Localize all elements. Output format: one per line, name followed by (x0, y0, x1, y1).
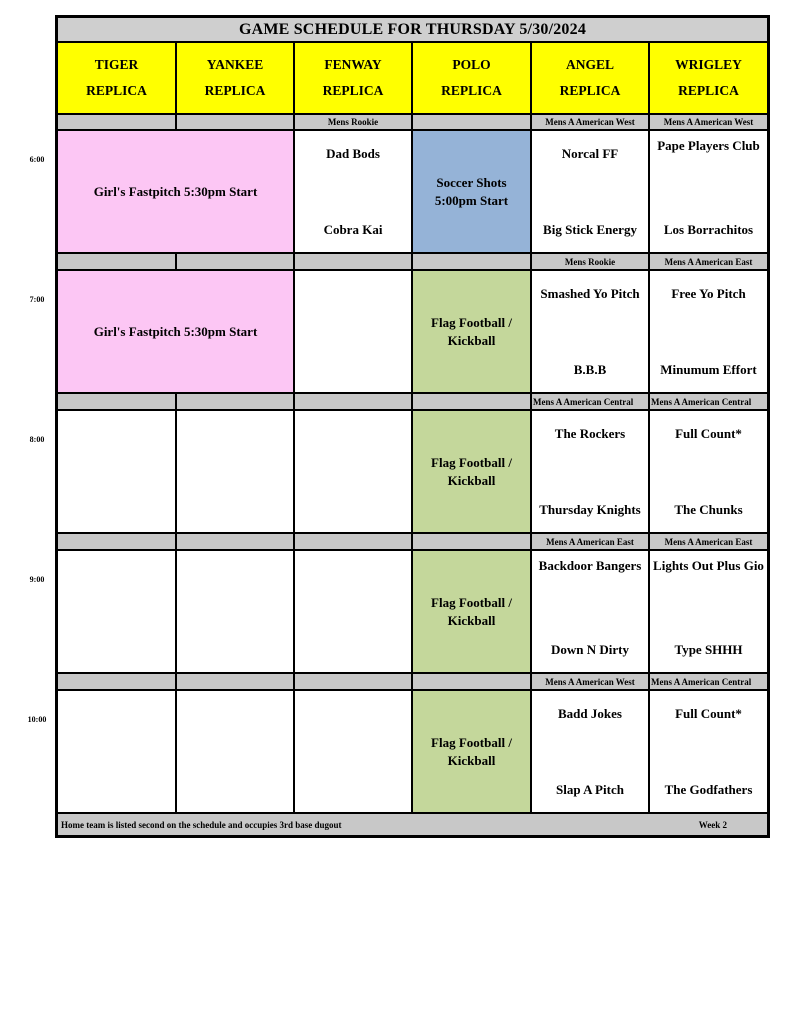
division-label: Mens A American Central (649, 393, 768, 410)
game-slot (531, 410, 649, 533)
game-slot (531, 550, 649, 673)
event-line: 5:00pm Start (434, 192, 509, 208)
field-header-wrigley (649, 42, 768, 114)
event-line: Flag Football / (431, 734, 512, 750)
event-line: Kickball (447, 752, 496, 768)
event-line: Kickball (447, 472, 496, 488)
event-line: Kickball (447, 612, 496, 628)
time-label: 7:00 (29, 295, 45, 304)
away-team: Dad Bods (326, 146, 380, 161)
away-team: Backdoor Bangers (538, 558, 642, 573)
event-soccer-shots (412, 130, 531, 253)
event-line: Flag Football / (431, 314, 512, 330)
empty-slot (294, 410, 412, 533)
empty-slot (57, 410, 176, 533)
away-team: Badd Jokes (558, 706, 622, 721)
event-line: Soccer Shots (436, 174, 507, 190)
field-name: WRIGLEY (675, 57, 742, 72)
footer-week: Week 2 (698, 819, 727, 830)
field-sub: REPLICA (559, 83, 621, 98)
event-fastpitch: Girl's Fastpitch 5:30pm Start (57, 130, 294, 253)
event-flag-football (412, 270, 531, 393)
home-team: Cobra Kai (323, 222, 383, 237)
division-bar (176, 533, 294, 550)
empty-slot (176, 550, 294, 673)
division-label: Mens Rookie (294, 114, 412, 130)
game-slot (531, 270, 649, 393)
division-bar (57, 253, 176, 270)
division-bar (176, 253, 294, 270)
away-team: Lights Out Plus Gio (653, 558, 764, 573)
event-line: Flag Football / (431, 454, 512, 470)
game-slot (531, 690, 649, 813)
away-team: Pape Players Club (657, 138, 760, 153)
division-label: Mens A American East (531, 533, 649, 550)
event-flag-football (412, 550, 531, 673)
division-bar (412, 114, 531, 130)
field-name: POLO (452, 57, 491, 72)
division-bar (294, 393, 412, 410)
away-team: Free Yo Pitch (671, 286, 746, 301)
away-team: Full Count* (675, 426, 742, 441)
division-bar (176, 114, 294, 130)
field-header-polo (412, 42, 531, 114)
empty-slot (294, 270, 412, 393)
time-label: 9:00 (29, 575, 45, 584)
event-line: Kickball (447, 332, 496, 348)
empty-slot (57, 690, 176, 813)
game-slot (649, 130, 768, 253)
division-bar (294, 673, 412, 690)
division-bar (57, 673, 176, 690)
empty-slot (176, 690, 294, 813)
game-slot (649, 410, 768, 533)
division-bar (176, 393, 294, 410)
game-slot (531, 130, 649, 253)
event-line: Flag Football / (431, 594, 512, 610)
field-sub: REPLICA (322, 83, 384, 98)
field-sub: REPLICA (678, 83, 739, 98)
field-header-fenway (294, 42, 412, 114)
field-name: TIGER (94, 57, 139, 72)
division-bar (57, 533, 176, 550)
division-bar (176, 673, 294, 690)
home-team: The Godfathers (664, 782, 753, 797)
event-fastpitch: Girl's Fastpitch 5:30pm Start (57, 270, 294, 393)
event-flag-football (412, 410, 531, 533)
division-label: Mens A American Central (531, 393, 649, 410)
empty-slot (57, 550, 176, 673)
schedule-sheet (55, 15, 770, 838)
field-header-tiger (57, 42, 176, 114)
division-bar (412, 393, 531, 410)
time-label: 8:00 (29, 435, 45, 444)
division-bar (294, 253, 412, 270)
division-bar (412, 533, 531, 550)
division-bar (57, 114, 176, 130)
division-label: Mens A American Central (649, 673, 768, 690)
home-team: Thursday Knights (539, 502, 641, 517)
division-bar (294, 533, 412, 550)
home-team: The Chunks (674, 502, 743, 517)
away-team: Smashed Yo Pitch (540, 286, 640, 301)
field-sub: REPLICA (86, 83, 147, 98)
time-label: 10:00 (27, 715, 47, 724)
game-slot (649, 270, 768, 393)
division-bar (412, 673, 531, 690)
division-bar (412, 253, 531, 270)
time-label: 6:00 (29, 155, 45, 164)
away-team: Full Count* (675, 706, 742, 721)
game-slot (649, 550, 768, 673)
home-team: Los Borrachitos (663, 222, 754, 237)
field-header-yankee (176, 42, 294, 114)
event-flag-football (412, 690, 531, 813)
schedule-title: GAME SCHEDULE FOR THURSDAY 5/30/2024 (57, 17, 768, 42)
home-team: Minumum Effort (660, 362, 757, 377)
division-label: Mens A American West (531, 114, 649, 130)
away-team: The Rockers (554, 426, 626, 441)
field-name: ANGEL (565, 57, 614, 72)
empty-slot (176, 410, 294, 533)
division-label: Mens A American West (531, 673, 649, 690)
home-team: Big Stick Energy (543, 222, 637, 237)
division-bar (57, 393, 176, 410)
division-label: Mens Rookie (531, 253, 649, 270)
schedule-footer (57, 813, 768, 836)
footer-note: Home team is listed second on the schedule and occupies 3rd base dugout (61, 819, 342, 830)
division-label: Mens A American East (649, 533, 768, 550)
home-team: Down N Dirty (551, 642, 629, 657)
field-name: FENWAY (324, 57, 382, 72)
home-team: B.B.B (573, 362, 607, 377)
division-label: Mens A American West (649, 114, 768, 130)
empty-slot (294, 550, 412, 673)
field-header-angel (531, 42, 649, 114)
field-sub: REPLICA (441, 83, 502, 98)
empty-slot (294, 690, 412, 813)
field-sub: REPLICA (204, 83, 266, 98)
division-label: Mens A American East (649, 253, 768, 270)
game-slot (649, 690, 768, 813)
home-team: Type SHHH (674, 642, 743, 657)
game-slot (294, 130, 412, 253)
field-name: YANKEE (206, 57, 264, 72)
away-team: Norcal FF (561, 146, 619, 161)
home-team: Slap A Pitch (556, 782, 624, 797)
